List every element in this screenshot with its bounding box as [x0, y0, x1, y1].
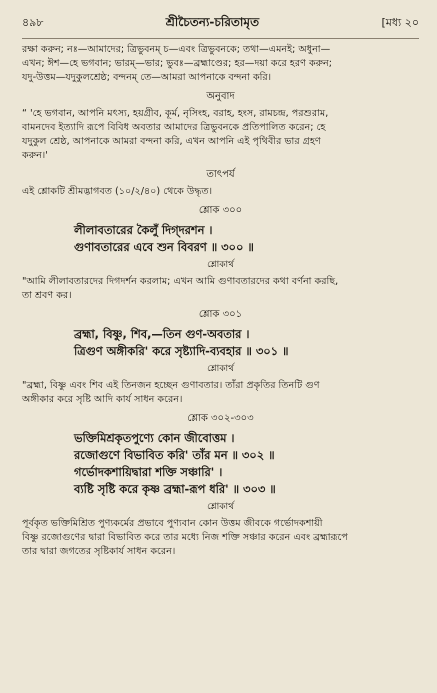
translation-line: যদুকুল শ্রেষ্ঠ, আপনাকে আমরা বন্দনা করি, এখন আপনি এই পৃথিবীর ভার গ্রহণ: [22, 136, 321, 147]
meaning-line: তা শ্রবণ কর।: [22, 290, 72, 301]
purport-text: এই শ্লোকটি শ্রীমদ্ভাগবত (১০/২/৪০) থেকে উদ্ধৃত।: [22, 186, 213, 197]
purport-label: তাৎপর্য: [206, 169, 235, 180]
verse-302-meaning: [22, 517, 419, 559]
page-header: [22, 14, 419, 39]
meaning-line: তার দ্বারা জগতের সৃষ্টিকার্য সাধন করেন।: [22, 546, 176, 557]
verse-301-line: ব্রহ্মা, বিষ্ণু, শিব,—তিন গুণ-অবতার ।: [74, 327, 250, 341]
meaning-line: "আমি লীলাবতারদের দিগদর্শন করলাম; এখন আমি গুণাবতারদের কথা বর্ণনা করছি,: [22, 276, 339, 287]
meaning-line: বিষ্ণু রজোগুণের দ্বারা বিভাবিত করে তার মধ্যে নিজ শক্তি সঞ্চার করেন এবং ব্রহ্মারূপে: [22, 532, 348, 543]
meaning-line: অঙ্গীকার করে সৃষ্টি আদি কার্য সাধন করেন।: [22, 394, 183, 405]
verse-300-meaning: [22, 275, 419, 303]
verse-300-line: গুণাবতারের এবে শুন বিবরণ ॥ ৩০০ ॥: [74, 240, 254, 254]
translation-label: অনুবাদ: [206, 91, 235, 102]
word-meaning-line: রক্ষা করুন; নঃ—আমাদের; ত্রিভুবনম্ চ—এবং ত্রিভুবনকে; তথা—এমনই; অধুনা—: [22, 44, 331, 55]
verse-302-line: গর্ভোদকশায়িদ্বারা শক্তি সঞ্চারি' ।: [74, 465, 223, 479]
page-number: ৪৯৮: [22, 16, 44, 29]
translation-line: করুন।': [22, 150, 48, 161]
verse-301-meaning: [22, 379, 419, 407]
verse-301-line: ত্রিগুণ অঙ্গীকরি' করে সৃষ্ট্যাদি-ব্যবহার ॥ ৩০১ ॥: [74, 344, 289, 358]
meaning-line: "ব্রহ্মা, বিষ্ণু এবং শিব এই তিনজন হচ্ছেন গুণাবতার। তাঁরা প্রকৃতির তিনটি গুণ: [22, 380, 320, 391]
verse-302-line: রজোগুণে বিভাবিত করি' তাঁর মন ॥ ৩০২ ॥: [74, 448, 275, 462]
word-meanings: [22, 43, 419, 85]
verse-300-meaning-label: শ্লোকার্থ: [207, 260, 234, 270]
verse-300-line: লীলাবতারের কৈলুঁ দিগ্‌দরশন ।: [74, 223, 213, 237]
chapter-section: [মধ্য ২০: [381, 16, 419, 29]
translation-line: “ 'হে ভগবান, আপনি মৎস্য, হয়গ্রীব, কূর্ম, নৃসিংহ, বরাহ, হংস, রামচন্দ্র, পরশুরাম,: [22, 108, 329, 119]
verse-301-meaning-label: শ্লোকার্থ: [207, 364, 234, 374]
word-meaning-line: এখন; ঈশ—হে ভগবান; ভারম্—ভার; ভুবঃ—ব্রহ্মাণ্ডের; হর—দয়া করে হরণ করুন;: [22, 58, 332, 69]
verse-302-label: শ্লোক ৩০২-৩০৩: [187, 413, 254, 424]
meaning-line: পূর্বকৃত ভক্তিমিশ্রিত পুণ্যকর্মের প্রভাবে পুণ্যবান কোন উত্তম জীবকে গর্ভোদকশায়ী: [22, 518, 323, 529]
translation: [22, 107, 419, 163]
book-title: শ্রীচৈতন্য-চরিতামৃত: [165, 15, 260, 29]
verse-302-meaning-label: শ্লোকার্থ: [207, 502, 234, 512]
verse-300-label: শ্লোক ৩০০: [198, 205, 243, 216]
translation-line: বামনদেব ইত্যাদি রূপে বিবিধ অবতার আমাদের ত্রিভুবনকে প্রতিপালিত করেন; হে: [22, 122, 326, 133]
verse-302-line: ভক্তিমিশ্রকৃতপুণ্যে কোন জীবোত্তম ।: [74, 431, 235, 445]
word-meaning-line: যদু-উত্তম—যদুকুলশ্রেষ্ঠ; বন্দনম্ তে—আমরা আপনাকে বন্দনা করি।: [22, 72, 272, 83]
verse-302-line: ব্যষ্টি সৃষ্টি করে কৃষ্ণ ব্রহ্মা-রূপ ধরি' ॥ ৩০৩ ॥: [74, 482, 276, 496]
verse-301-label: শ্লোক ৩০১: [198, 309, 243, 320]
